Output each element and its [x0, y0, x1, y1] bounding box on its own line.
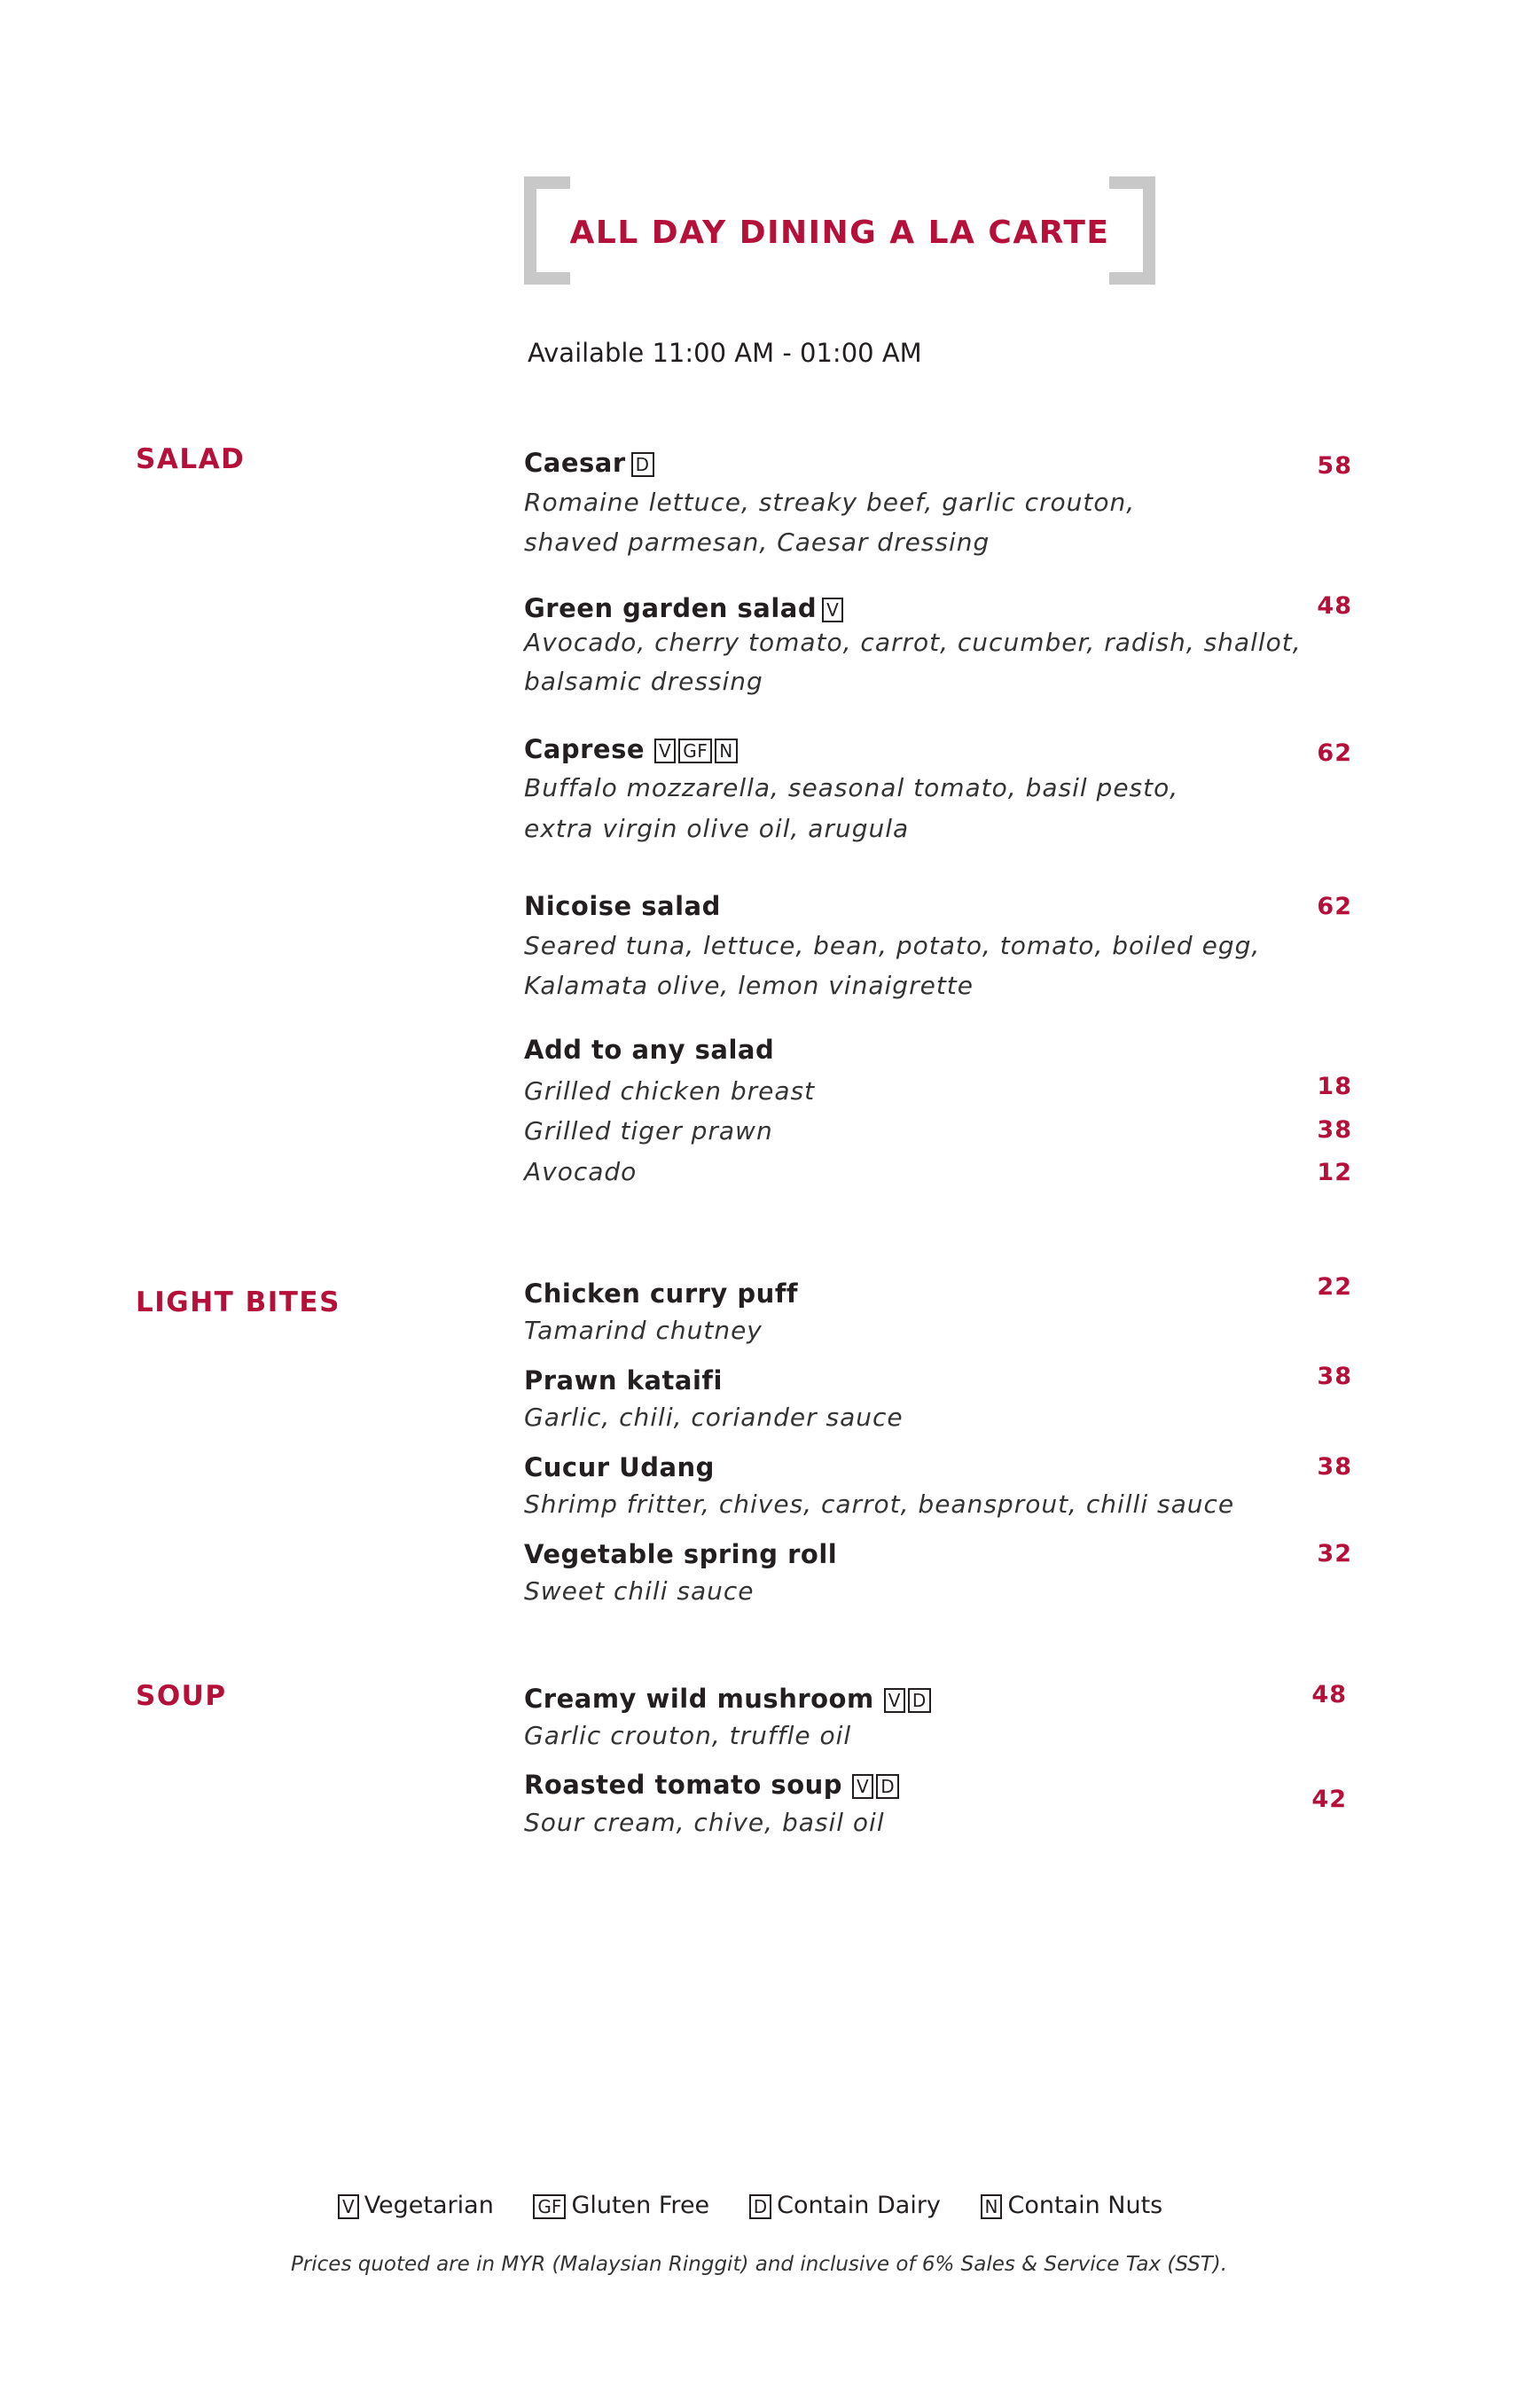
add-on-price: 18: [1317, 1073, 1352, 1100]
vegetarian-badge: V: [822, 598, 843, 622]
menu-item-prawn-kataifi: Prawn kataifi: [524, 1365, 723, 1396]
item-description: Buffalo mozzarella, seasonal tomato, basil pesto,: [524, 773, 1179, 802]
item-price: 38: [1317, 1453, 1352, 1481]
add-on-option: Grilled tiger prawn: [524, 1116, 773, 1145]
item-price: 32: [1317, 1540, 1352, 1568]
vegetarian-badge: V: [338, 2194, 359, 2219]
vegetarian-badge: V: [884, 1688, 905, 1713]
vegetarian-badge: V: [654, 739, 676, 763]
legend-label: Gluten Free: [571, 2192, 710, 2219]
add-on-price: 38: [1317, 1116, 1352, 1144]
item-price: 42: [1311, 1786, 1347, 1813]
section-light-bites: LIGHT BITES: [136, 1286, 340, 1318]
item-description: shaved parmesan, Caesar dressing: [524, 528, 990, 557]
item-description: Romaine lettuce, streaky beef, garlic crouton,: [524, 488, 1136, 517]
menu-item-chicken-curry-puff: Chicken curry puff: [524, 1278, 799, 1309]
nuts-badge: N: [715, 739, 737, 763]
add-on-option: Avocado: [524, 1157, 638, 1186]
badge-group: [881, 1684, 931, 1714]
item-price: 62: [1317, 893, 1352, 920]
title-frame: [524, 176, 1155, 285]
gluten-free-badge: GF: [533, 2194, 566, 2219]
item-name: Green garden salad: [524, 593, 818, 623]
price-footnote: Prices quoted are in MYR (Malaysian Ringgit) and inclusive of 6% Sales & Service Tax (SST).: [290, 2253, 1228, 2276]
page-title: ALL DAY DINING A LA CARTE: [569, 215, 1110, 251]
legend-dairy: [749, 2192, 941, 2219]
item-description: Kalamata olive, lemon vinaigrette: [524, 971, 974, 1000]
menu-item-creamy-wild-mushroom: [524, 1684, 931, 1714]
item-price: 38: [1317, 1363, 1352, 1390]
item-description: Avocado, cherry tomato, carrot, cucumber, radish, shallot,: [524, 628, 1302, 657]
badge-group: [849, 1770, 899, 1800]
item-description: Sweet chili sauce: [524, 1576, 755, 1606]
menu-item-cucur-udang: Cucur Udang: [524, 1452, 715, 1482]
dairy-badge: D: [631, 452, 654, 477]
menu-item-vegetable-spring-roll: Vegetable spring roll: [524, 1539, 838, 1569]
item-price: 48: [1311, 1681, 1347, 1708]
menu-item-roasted-tomato-soup: [524, 1770, 899, 1800]
vegetarian-badge: V: [852, 1774, 873, 1799]
legend-label: Vegetarian: [364, 2192, 494, 2219]
item-description: extra virgin olive oil, arugula: [524, 814, 910, 843]
availability-hours: Available 11:00 AM - 01:00 AM: [528, 338, 922, 368]
dietary-legend: [338, 2192, 1194, 2219]
legend-nuts: [981, 2192, 1163, 2219]
add-on-option: Grilled chicken breast: [524, 1076, 816, 1106]
nuts-badge: N: [981, 2194, 1003, 2219]
gluten-free-badge: GF: [678, 739, 712, 763]
menu-item-green-garden-salad: [524, 593, 843, 623]
item-name: Caesar: [524, 448, 626, 478]
item-name: Creamy wild mushroom: [524, 1684, 874, 1714]
item-description: Seared tuna, lettuce, bean, potato, tomato, boiled egg,: [524, 931, 1261, 960]
menu-item-caprese: [524, 734, 738, 764]
item-price: 62: [1317, 739, 1352, 767]
legend-vegetarian: [338, 2192, 494, 2219]
section-salad: SALAD: [136, 443, 246, 475]
item-description: balsamic dressing: [524, 667, 763, 696]
legend-gluten-free: [533, 2192, 709, 2219]
item-name: Roasted tomato soup: [524, 1770, 843, 1800]
section-soup: SOUP: [136, 1680, 227, 1712]
item-description: Sour cream, chive, basil oil: [524, 1808, 885, 1837]
dairy-badge: D: [876, 1774, 899, 1799]
add-on-heading: Add to any salad: [524, 1035, 775, 1065]
item-description: Garlic, chili, coriander sauce: [524, 1403, 904, 1432]
item-name: Caprese: [524, 734, 646, 764]
item-price: 22: [1317, 1273, 1352, 1301]
dairy-badge: D: [908, 1688, 931, 1713]
legend-label: Contain Dairy: [777, 2192, 941, 2219]
item-description: Tamarind chutney: [524, 1316, 763, 1345]
item-price: 48: [1317, 592, 1352, 620]
add-on-price: 12: [1317, 1159, 1352, 1186]
menu-item-caesar: [524, 448, 654, 478]
legend-label: Contain Nuts: [1007, 2192, 1163, 2219]
item-description: Garlic crouton, truffle oil: [524, 1721, 852, 1750]
dairy-badge: D: [749, 2194, 771, 2219]
item-price: 58: [1317, 452, 1352, 480]
right-bracket: [1109, 176, 1155, 285]
badge-group: [652, 734, 738, 764]
item-description: Shrimp fritter, chives, carrot, beansprout, chilli sauce: [524, 1489, 1235, 1519]
menu-item-nicoise-salad: Nicoise salad: [524, 891, 721, 921]
